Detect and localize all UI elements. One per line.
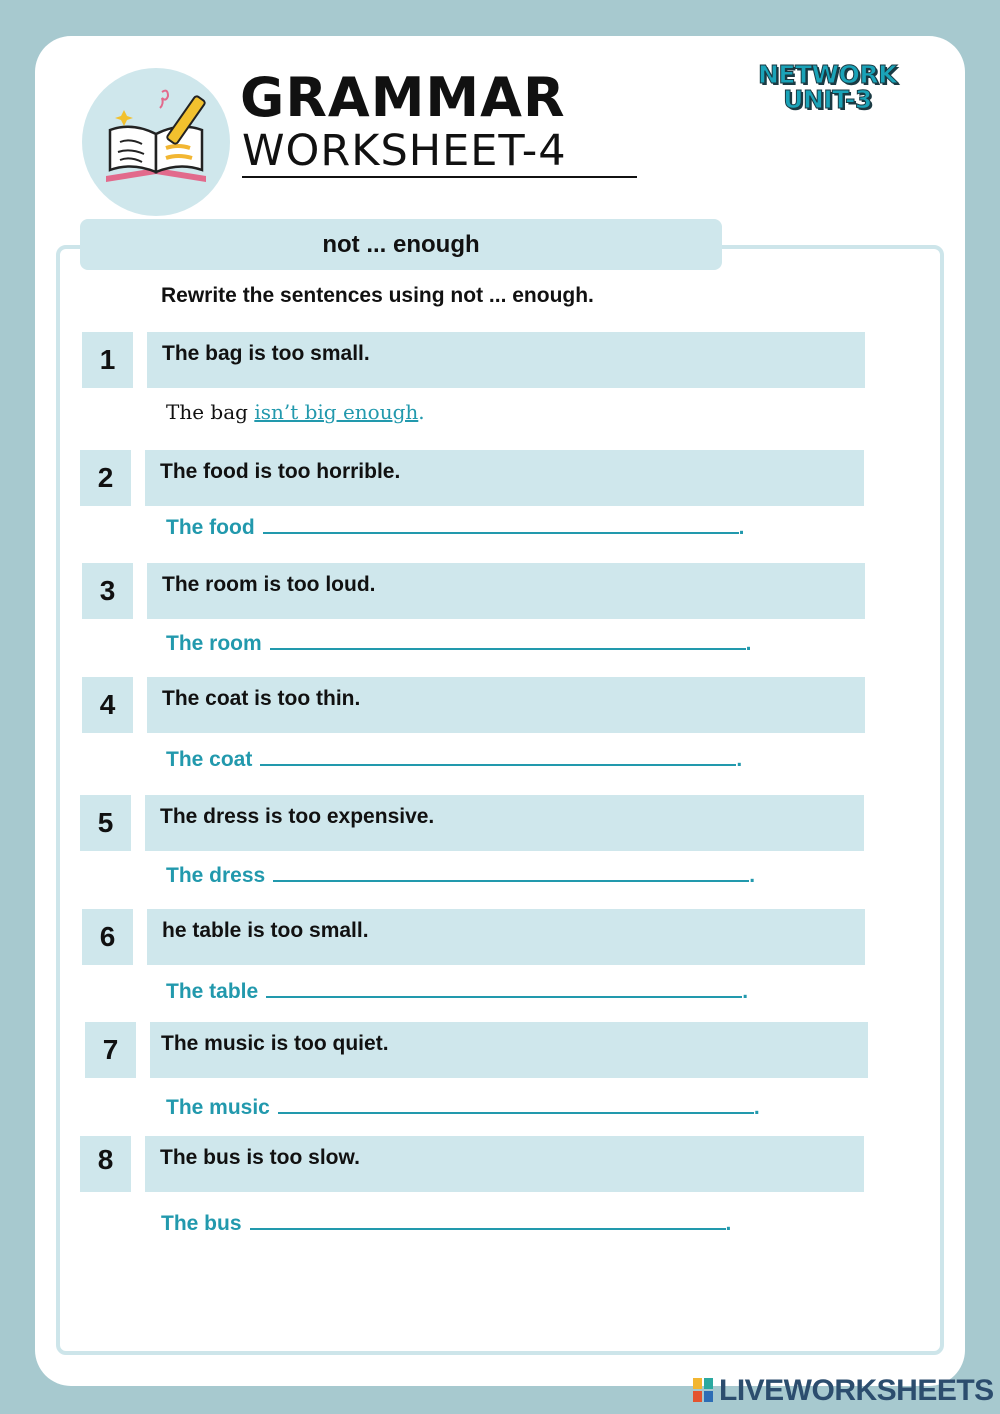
logo-badge: [82, 68, 230, 216]
answer-row: [166, 516, 745, 540]
answer-row: [166, 980, 748, 1004]
item-sentence: The coat is too thin.: [147, 677, 865, 733]
answer-blank[interactable]: [270, 634, 746, 650]
answer-suffix: .: [738, 516, 745, 539]
answer-suffix: .: [736, 748, 743, 771]
answer-suffix: .: [749, 864, 756, 887]
worksheet-subtitle: WORKSHEET-4: [242, 126, 567, 176]
answer-blank[interactable]: [260, 750, 736, 766]
title-underline: [242, 176, 637, 178]
item-number: 7: [85, 1022, 136, 1078]
unit-tag-line1: NETWORK: [757, 60, 897, 89]
answer-prefix: The bus: [161, 1212, 242, 1235]
item-number: 5: [80, 795, 131, 851]
example-answer: [166, 400, 425, 424]
item-number: 4: [82, 677, 133, 733]
answer-row: [161, 1212, 731, 1236]
brand-mark-icon: [693, 1378, 715, 1404]
item-sentence: The food is too horrible.: [145, 450, 864, 506]
item-sentence: he table is too small.: [147, 909, 865, 965]
answer-suffix: .: [753, 1096, 760, 1119]
answer-blank[interactable]: [273, 866, 749, 882]
answer-row: [166, 1096, 760, 1120]
example-prefix: The bag: [166, 400, 248, 424]
item-number: 3: [82, 563, 133, 619]
instruction-text: Rewrite the sentences using not ... enough.: [161, 284, 594, 307]
item-sentence: The room is too loud.: [147, 563, 865, 619]
brand-logo: [693, 1374, 994, 1408]
answer-prefix: The food: [166, 516, 255, 539]
answer-row: [166, 864, 755, 888]
answer-row: [166, 748, 742, 772]
answer-blank[interactable]: [263, 518, 739, 534]
example-suffix: .: [418, 400, 425, 424]
example-filled-answer: isn’t big enough: [254, 400, 419, 424]
answer-blank[interactable]: [250, 1214, 726, 1230]
answer-prefix: The music: [166, 1096, 270, 1119]
item-sentence: The bus is too slow.: [145, 1136, 864, 1192]
answer-prefix: The table: [166, 980, 259, 1003]
item-number: 1: [82, 332, 133, 388]
unit-tag-line2: UNIT-3: [783, 85, 872, 114]
answer-suffix: .: [745, 632, 752, 655]
topic-banner: not ... enough: [80, 219, 722, 270]
item-sentence: The dress is too expensive.: [145, 795, 864, 851]
answer-prefix: The dress: [166, 864, 266, 887]
answer-suffix: .: [725, 1212, 732, 1235]
answer-row: [166, 632, 752, 656]
item-number: 8: [80, 1136, 131, 1192]
item-number: 2: [80, 450, 131, 506]
brand-name: LIVEWORKSHEETS: [719, 1374, 994, 1407]
answer-blank[interactable]: [266, 982, 742, 998]
open-book-with-pencil-icon: [82, 68, 230, 216]
answer-suffix: .: [742, 980, 749, 1003]
answer-prefix: The room: [166, 632, 262, 655]
worksheet-title: GRAMMAR: [240, 66, 566, 129]
answer-blank[interactable]: [278, 1098, 754, 1114]
unit-tag: [745, 62, 910, 112]
item-sentence: The bag is too small.: [147, 332, 865, 388]
item-number: 6: [82, 909, 133, 965]
item-sentence: The music is too quiet.: [150, 1022, 868, 1078]
answer-prefix: The coat: [166, 748, 253, 771]
